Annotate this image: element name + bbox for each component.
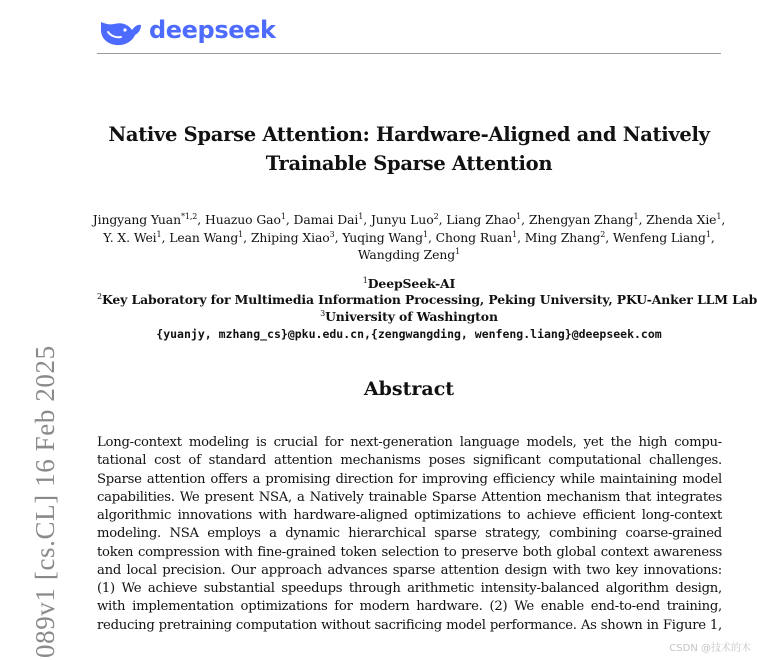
abstract-line: token compression with fine-grained token selection to preserve both global context awareness [97, 544, 722, 560]
affiliation-2 [97, 291, 757, 307]
author-affiliation-marker: 1 [280, 211, 286, 221]
author-affiliation-marker: 1 [705, 229, 711, 239]
author-name: Zhenda Xie [646, 212, 717, 227]
author-affiliation-marker: 3 [329, 229, 335, 239]
author-affiliation-marker: 1 [455, 246, 461, 256]
author-line-2: Y. X. Wei$^1$, Lean Wang$^1$, Zhiping Xiao$^3$, Yuqing Wang$^1$, Chong Ruan$^1$, Ming Zhang$^2$, Wenfeng Liang$^1$, [103, 229, 715, 245]
deepseek-logo [97, 12, 276, 48]
author-line-1: Jingyang Yuan$^{*1,2}$, Huazuo Gao$^1$, Damai Dai$^1$, Junyu Luo$^2$, Liang Zhao$^1$, Zhengyan Zhang$^1$, Zhenda Xie$^1$, [92, 211, 726, 227]
title-line-1: Native Sparse Attention: Hardware-Aligned and Natively [108, 123, 710, 146]
author-name: Lean Wang [169, 229, 239, 245]
author-affiliation-marker: 1 [422, 229, 428, 239]
abstract-line: Long-context modeling is crucial for next-generation language models, yet the high compu- [97, 435, 722, 450]
author-name: Damai Dai [293, 212, 359, 227]
author-line-3 [90, 246, 728, 264]
author-name: Zhiping Xiao [250, 229, 330, 245]
author-affiliation-marker: *1,2 [180, 211, 198, 221]
author-affiliation-marker: 2 [433, 211, 439, 221]
author-name: Ming Zhang [524, 229, 601, 245]
author-affiliation-marker: 1 [516, 211, 522, 221]
abstract-line: with implementation optimizations for modern hardware. (2) We enable end-to-end training, [97, 599, 722, 615]
author-name: Wenfeng Liang [612, 229, 706, 245]
abstract-line: reducing pretraining computation without sacrificing model performance. As shown in Figure 1, [97, 617, 722, 633]
author-affiliation-marker: 2 [600, 229, 606, 239]
author-affiliation-marker: 1 [156, 229, 162, 239]
abstract-line: modeling. NSA employs a dynamic hierarchical sparse strategy, combining coarse-grained [97, 526, 722, 542]
whale-icon [97, 13, 143, 47]
abstract-line: Sparse attention offers a promising direction for improving efficiency while maintaining model [97, 471, 722, 487]
abstract-line: algorithmic innovations with hardware-aligned optimizations to achieve efficient long-context [97, 508, 722, 523]
author-affiliation-marker: 1 [358, 211, 364, 221]
contact-emails: {yuanjy, mzhang_cs}@pku.edu.cn,{zengwangding, wenfeng.liang}@deepseek.com [156, 327, 662, 341]
affiliation-name: DeepSeek-AI [367, 276, 456, 291]
author-affiliation-marker: 1 [633, 211, 639, 221]
affiliation-name: University of Washington [325, 309, 498, 324]
arxiv-stamp: 089v1 [cs.CL] 16 Feb 2025 [30, 345, 60, 658]
abstract-line: (1) We achieve substantial speedups through arithmetic intensity-balanced algorithm design, [97, 581, 722, 596]
author-affiliation-marker: 1 [716, 211, 722, 221]
header-rule [97, 53, 721, 54]
author-name: Yuqing Wang [342, 229, 423, 245]
author-name: Wangding Zeng [357, 247, 456, 262]
author-name: Liang Zhao [446, 212, 517, 227]
abstract-line: tational cost of standard attention mechanisms poses significant computational challenges. [97, 453, 722, 469]
author-name: Chong Ruan [435, 229, 513, 245]
csdn-watermark: CSDN @技术的木 [669, 643, 751, 654]
affiliation-marker: 2 [97, 291, 102, 301]
title-line-2: Trainable Sparse Attention [265, 152, 553, 175]
author-affiliation-marker: 1 [238, 229, 244, 239]
author-affiliation-marker: 1 [512, 229, 518, 239]
author-name: Junyu Luo [370, 212, 434, 227]
author-name: Y. X. Wei [103, 229, 157, 245]
abstract-text [97, 434, 722, 635]
affiliation-1 [97, 276, 721, 291]
abstract-line: capabilities. We present NSA, a Natively trainable Sparse Attention mechanism that integrates [97, 489, 722, 505]
affiliation-name: Key Laboratory for Multimedia Information Processing, Peking University, PKU-Anker LLM Lab [102, 292, 757, 307]
paper-title [97, 120, 721, 178]
author-name: Zhengyan Zhang [528, 212, 634, 227]
author-list [90, 211, 728, 264]
author-name: Huazuo Gao [204, 212, 281, 227]
abstract-heading: Abstract [363, 378, 455, 400]
affiliation-3 [97, 309, 721, 324]
logo-text: deepseek [149, 16, 276, 44]
affiliation-marker: 1 [362, 275, 368, 285]
author-name: Jingyang Yuan [92, 212, 181, 227]
abstract-line: and local precision. Our approach advances sparse attention design with two key innovations: [97, 562, 722, 578]
affiliation-marker: 3 [320, 308, 326, 318]
